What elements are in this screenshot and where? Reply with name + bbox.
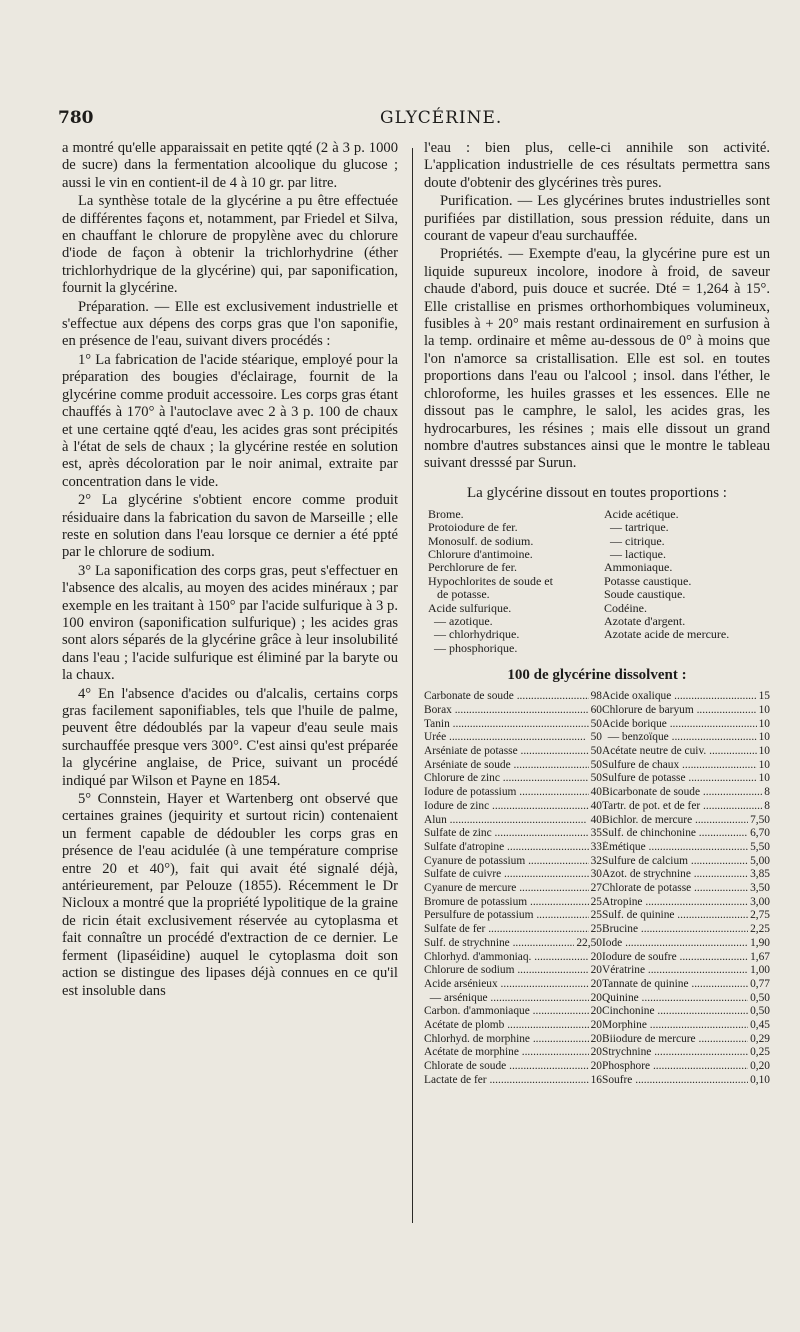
solvent-item: de potasse. xyxy=(428,588,490,602)
substance-name: Sulf. de chinchonine ..... xyxy=(602,827,748,841)
substance-name: Tanin ..... xyxy=(424,718,589,732)
paragraph: Propriétés. — Exempte d'eau, la glycérine pure est un liquide supureux incolore, inodore à froid, de saveur chaude d'abord, puis douce et sucrée. Dté = 1,264 à 15°. Elle cristallise en prismes orthorhombiques volumineux, fusibles à + 20° mais restant ordinairement en surfusion à la temp. ordinaire et même au-dessous de 0° à moins que l'on n'amorce sa cristallisation. Elle est sol. en toutes proportions dans l'eau ou l'alcool ; insol. dans l'éther, le chloroforme, les huiles grasses et les essences. Elle ne dissout pas le camphre, le salol, les acides gras, les hydrocarbures, les résines ; mais elle dissout un grand nombre d'autres substances ainsi que le montre le tableau suivant dresssé par Surun. xyxy=(424,246,770,472)
running-title: GLYCÉRINE. xyxy=(380,108,503,128)
substance-name: Acétate de morphine ..... xyxy=(424,1046,589,1060)
substance-name: Chlorate de potasse ..... xyxy=(602,882,748,896)
substance-name: Tannate de quinine ..... xyxy=(602,978,748,992)
solubility-value: 10 xyxy=(758,717,770,730)
table-row xyxy=(424,1005,602,1019)
solubility-table xyxy=(424,690,770,1087)
table-row xyxy=(424,937,602,951)
solubility-value: 10 xyxy=(758,758,770,771)
substance-name: Chlorure de baryum ..... xyxy=(602,704,757,718)
solvent-item: Acide acétique. xyxy=(604,507,679,521)
substance-name: Quinine ..... xyxy=(602,992,748,1006)
solubility-value: 40 xyxy=(590,799,602,812)
solubility-value: 10 xyxy=(758,731,770,744)
substance-name: Chlorhyd. de morphine ..... xyxy=(424,1033,589,1047)
substance-name: Acide borique ..... xyxy=(602,718,757,732)
table-row xyxy=(424,1074,602,1088)
table-row xyxy=(424,923,602,937)
solubility-value: 25 xyxy=(590,923,602,936)
solubility-value: 32 xyxy=(590,854,602,867)
table-row xyxy=(424,951,602,965)
solubility-value: 0,45 xyxy=(750,1019,770,1032)
solubility-value: 40 xyxy=(590,813,602,826)
substance-name: Bromure de potassium ..... xyxy=(424,896,589,910)
solvent-item: — tartrique. xyxy=(604,521,669,535)
table-row xyxy=(602,1019,770,1033)
solubility-value: 0,29 xyxy=(750,1032,770,1045)
table-row xyxy=(424,992,602,1006)
substance-name: Arséniate de soude ..... xyxy=(424,759,589,773)
right-paragraphs xyxy=(424,140,770,473)
solubility-value: 50 xyxy=(590,731,602,744)
substance-name: Sulfate de zinc ..... xyxy=(424,827,589,841)
solvent-item: Potasse caustique. xyxy=(604,574,692,588)
table-row xyxy=(602,800,770,814)
substance-name: Lactate de fer ..... xyxy=(424,1074,589,1088)
solvent-item: Soude caustique. xyxy=(604,588,686,602)
substance-name: Arséniate de potasse ..... xyxy=(424,745,589,759)
solubility-value: 0,50 xyxy=(750,1005,770,1018)
table-row xyxy=(424,909,602,923)
substance-name: Sulf. de quinine ..... xyxy=(602,909,748,923)
table-row xyxy=(424,814,602,828)
substance-name: Carbon. d'ammoniaque ..... xyxy=(424,1005,589,1019)
substance-name: Bichlor. de mercure ..... xyxy=(602,814,748,828)
column-divider xyxy=(412,148,413,1223)
solvents-list xyxy=(428,508,770,655)
table-row xyxy=(602,731,770,745)
substance-name: Biiodure de mercure ..... xyxy=(602,1033,748,1047)
solubility-value: 33 xyxy=(590,840,602,853)
solubility-value: 1,67 xyxy=(750,950,770,963)
table-row xyxy=(424,978,602,992)
solvent-item: — chlorhydrique. xyxy=(428,628,520,642)
substance-name: Persulfure de potassium ..... xyxy=(424,909,589,923)
substance-name: Sulfure de potasse ..... xyxy=(602,772,757,786)
solubility-value: 0,25 xyxy=(750,1046,770,1059)
table-row xyxy=(602,1046,770,1060)
solubility-value: 15 xyxy=(758,690,770,703)
substance-name: Chlorate de soude ..... xyxy=(424,1060,589,1074)
table-row xyxy=(424,800,602,814)
solubility-value: 8 xyxy=(764,799,770,812)
solubility-value: 20 xyxy=(590,964,602,977)
solvent-item: Protoiodure de fer. xyxy=(428,521,518,535)
solubility-value: 0,20 xyxy=(750,1060,770,1073)
solubility-value: 20 xyxy=(590,950,602,963)
table-row xyxy=(602,882,770,896)
solubility-value: 25 xyxy=(590,909,602,922)
solubility-value: 30 xyxy=(590,868,602,881)
solubility-value: 27 xyxy=(590,882,602,895)
substance-name: Cyanure de mercure ..... xyxy=(424,882,589,896)
substance-name: Chlorure de zinc ..... xyxy=(424,772,589,786)
solubility-value: 20 xyxy=(590,991,602,1004)
solubility-table-left xyxy=(424,690,602,1087)
solvent-item: Codéine. xyxy=(604,601,647,615)
paragraph: La synthèse totale de la glycérine a pu être effectuée de différentes façons et, notamment, par Friedel et Silva, en chauffant le chlorure de propylène avec du chlorure d'iode de façon à obtenir la trichlorhydrine (éther trichlorhydrique de la glycérine) qui, par saponification, fournit la glycérine. xyxy=(62,193,398,297)
solubility-value: 25 xyxy=(590,895,602,908)
solvent-item: — citrique. xyxy=(604,534,665,548)
substance-name: Chlorhyd. d'ammoniaq. ..... xyxy=(424,951,589,965)
page-number: 780 xyxy=(58,108,94,128)
table-row xyxy=(602,896,770,910)
solvents-list-right xyxy=(604,508,770,655)
solubility-value: 3,85 xyxy=(750,868,770,881)
substance-name: Alun ..... xyxy=(424,814,589,828)
table-row xyxy=(602,718,770,732)
substance-name: Sulfure de calcium ..... xyxy=(602,855,748,869)
solubility-value: 20 xyxy=(590,1046,602,1059)
dissolve-title: 100 de glycérine dissolvent : xyxy=(507,667,687,684)
solubility-value: 22,50 xyxy=(576,936,602,949)
substance-name: Morphine ..... xyxy=(602,1019,748,1033)
solubility-value: 10 xyxy=(758,772,770,785)
substance-name: Vératrine ..... xyxy=(602,964,748,978)
solvent-item: Monosulf. de sodium. xyxy=(428,534,534,548)
table-row xyxy=(602,690,770,704)
table-row xyxy=(424,731,602,745)
substance-name: Sulf. de strychnine ..... xyxy=(424,937,574,951)
solubility-value: 6,70 xyxy=(750,827,770,840)
table-row xyxy=(602,1060,770,1074)
table-row xyxy=(602,772,770,786)
solubility-value: 0,50 xyxy=(750,991,770,1004)
substance-name: Iodure de zinc ..... xyxy=(424,800,589,814)
table-row xyxy=(424,704,602,718)
table-row xyxy=(424,841,602,855)
substance-name: Sulfate d'atropine ..... xyxy=(424,841,589,855)
table-row xyxy=(424,964,602,978)
solubility-value: 0,77 xyxy=(750,977,770,990)
solvents-list-left xyxy=(428,508,594,655)
substance-name: Azot. de strychnine ..... xyxy=(602,868,748,882)
solubility-value: 20 xyxy=(590,1060,602,1073)
solubility-value: 35 xyxy=(590,827,602,840)
table-row xyxy=(424,1033,602,1047)
solvent-item: — phosphorique. xyxy=(428,641,518,655)
solvent-item: Azotate d'argent. xyxy=(604,614,686,628)
table-row xyxy=(602,814,770,828)
page-header xyxy=(58,108,758,134)
table-row xyxy=(424,745,602,759)
table-row xyxy=(602,868,770,882)
table-row xyxy=(424,1060,602,1074)
paragraph: 4° En l'absence d'acides ou d'alcalis, certains corps gras facilement saponifiables, tels que l'huile de palme, peuvent être dédoublés par la vapeur d'eau seule mais surchauffée presque vers 300°. C'est ainsi qu'est préparée la glycérine anglaise, de Price, suivant un procédé indiqué par Wilson et Payne en 1854. xyxy=(62,685,398,789)
substance-name: Iodure de potassium ..... xyxy=(424,786,589,800)
substance-name: Émétique ..... xyxy=(602,841,748,855)
substance-name: Acétate neutre de cuiv. ..... xyxy=(602,745,757,759)
substance-name: Cyanure de potassium ..... xyxy=(424,855,589,869)
solubility-value: 2,25 xyxy=(750,923,770,936)
paragraph: 3° La saponification des corps gras, peut s'effectuer en l'absence des alcalis, au moyen des acides minéraux ; par exemple en les traitant à 150° par l'acide sulfurique à 3 p. 100 environ (saponification sulfurique) ; les acides gras sont alors séparés de la glycérine grâce à leur insolubilité dans l'eau ; l'acide sulfurique est éliminé par la baryte ou la chaux. xyxy=(62,562,398,684)
solubility-value: 0,10 xyxy=(750,1073,770,1086)
solubility-value: 16 xyxy=(590,1073,602,1086)
solubility-value: 50 xyxy=(590,717,602,730)
solubility-value: 10 xyxy=(758,745,770,757)
table-row xyxy=(424,896,602,910)
substance-name: Sulfure de chaux ..... xyxy=(602,759,757,773)
left-column xyxy=(62,140,398,1001)
table-row xyxy=(602,759,770,773)
table-row xyxy=(424,786,602,800)
solvent-item: Acide sulfurique. xyxy=(428,601,512,615)
substance-name: Sulfate de fer ..... xyxy=(424,923,589,937)
table-row xyxy=(424,827,602,841)
solubility-value: 20 xyxy=(590,1032,602,1045)
solubility-value: 50 xyxy=(590,745,602,757)
table-row xyxy=(424,772,602,786)
substance-name: Brucine ..... xyxy=(602,923,748,937)
paragraph: a montré qu'elle apparaissait en petite qqté (2 à 3 p. 1000 de sucre) dans la fermentation alcoolique du glucose ; aussi le vin en contient-il de 4 à 10 gr. par litre. xyxy=(62,140,398,191)
table-row xyxy=(602,704,770,718)
solubility-value: 40 xyxy=(590,786,602,799)
substance-name: Iodure de soufre ..... xyxy=(602,951,748,965)
substance-name: Atropine ..... xyxy=(602,896,748,910)
substance-name: Borax ..... xyxy=(424,704,589,718)
table-row xyxy=(602,937,770,951)
solvent-item: — lactique. xyxy=(604,547,666,561)
table-row xyxy=(602,1033,770,1047)
table-row xyxy=(424,690,602,704)
paragraph: 2° La glycérine s'obtient encore comme produit résiduaire dans la fabrication du savon de Marseille ; elle reste en solution dans l'eau lorsque ce dernier a été ppté par le chlorure de sodium. xyxy=(62,492,398,561)
substance-name: Bicarbonate de soude ..... xyxy=(602,786,762,800)
table-row xyxy=(424,718,602,732)
substance-name: Acétate de plomb ..... xyxy=(424,1019,589,1033)
table-row xyxy=(602,855,770,869)
paragraph: l'eau : bien plus, celle-ci annihile son activité. L'application industrielle de ces résultats permettra sans doute d'obtenir des glycérines très pures. xyxy=(424,140,770,191)
solubility-value: 3,00 xyxy=(750,895,770,908)
table-row xyxy=(602,923,770,937)
substance-name: — arsénique ..... xyxy=(424,992,589,1006)
table-row xyxy=(602,1074,770,1088)
table-row xyxy=(602,827,770,841)
solvents-title: La glycérine dissout en toutes proportions : xyxy=(467,484,727,501)
substance-name: Cinchonine ..... xyxy=(602,1005,748,1019)
table-row xyxy=(424,868,602,882)
table-row xyxy=(424,882,602,896)
solvent-item: Chlorure d'antimoine. xyxy=(428,547,533,561)
solubility-value: 7,50 xyxy=(750,813,770,826)
table-row xyxy=(602,992,770,1006)
solubility-value: 50 xyxy=(590,772,602,785)
substance-name: Chlorure de sodium ..... xyxy=(424,964,589,978)
paragraph: 5° Connstein, Hayer et Wartenberg ont observé que certaines graines (jequirity et surtout ricin) contenaient un ferment capable de dédoubler les corps gras en présence de l'eau acidulée (à une température comprise entre 20 et 40°), fait qui avait été signalé déjà, antérieurement, par Pelouze (1855). Récemment le Dr Nicloux a montré que la propriété lypolitique de la graine de ricin était exclusivement réservée au cytoplasma et fait connaître un procédé d'extraction de ce dernier. Le ferment (lipaséidine) auquel le cytoplasma doit son action se distingue des lipases déjà connues en ce qu'il est insoluble dans xyxy=(62,791,398,999)
solubility-value: 20 xyxy=(590,1019,602,1032)
paragraph: 1° La fabrication de l'acide stéarique, employé pour la préparation des bougies d'éclairage, fournit de la glycérine comme produit accessoire. Les corps gras étant chauffés à 170° à l'autoclave avec 2 à 3 p. 100 de chaux et une certaine qqté d'eau, les acides gras sont précipités à l'état de sels de chaux ; la glycérine restée en solution est, après décoloration par le noir animal, extraite par concentration dans le vide. xyxy=(62,351,398,490)
table-row xyxy=(424,1046,602,1060)
table-row xyxy=(602,745,770,759)
table-row xyxy=(424,855,602,869)
solubility-value: 60 xyxy=(590,703,602,716)
solubility-value: 20 xyxy=(590,1005,602,1018)
substance-name: Tartr. de pot. et de fer ..... xyxy=(602,800,762,814)
table-row xyxy=(602,964,770,978)
substance-name: Urée ..... xyxy=(424,731,589,745)
solubility-value: 5,00 xyxy=(750,854,770,867)
substance-name: — benzoïque ..... xyxy=(602,731,757,745)
solubility-value: 1,90 xyxy=(750,936,770,949)
table-row xyxy=(602,1005,770,1019)
table-row xyxy=(602,978,770,992)
solubility-value: 98 xyxy=(590,690,602,703)
solvent-item: Ammoniaque. xyxy=(604,561,673,575)
substance-name: Phosphore ..... xyxy=(602,1060,748,1074)
substance-name: Strychnine ..... xyxy=(602,1046,748,1060)
table-row xyxy=(602,841,770,855)
table-row xyxy=(424,1019,602,1033)
solubility-table-right xyxy=(602,690,770,1087)
solubility-value: 10 xyxy=(758,703,770,716)
table-row xyxy=(424,759,602,773)
substance-name: Acide oxalique ..... xyxy=(602,690,757,704)
substance-name: Sulfate de cuivre ..... xyxy=(424,868,589,882)
right-column xyxy=(424,140,770,1088)
solubility-value: 5,50 xyxy=(750,840,770,853)
solubility-value: 1,00 xyxy=(750,964,770,977)
solvent-item: Brome. xyxy=(428,507,464,521)
substance-name: Soufre ..... xyxy=(602,1074,748,1088)
paragraph: Purification. — Les glycérines brutes industrielles sont purifiées par distillation, sous pression réduite, dans un courant de vapeur d'eau surchauffée. xyxy=(424,193,770,245)
substance-name: Iode ..... xyxy=(602,937,748,951)
solubility-value: 20 xyxy=(590,977,602,990)
solubility-value: 2,75 xyxy=(750,909,770,922)
substance-name: Carbonate de soude ..... xyxy=(424,690,589,704)
solubility-value: 8 xyxy=(764,786,770,799)
paragraph: Préparation. — Elle est exclusivement industrielle et s'effectue aux dépens des corps gras que l'on saponifie, en présence de l'eau, suivant divers procédés : xyxy=(62,298,398,350)
substance-name: Acide arsénieux ..... xyxy=(424,978,589,992)
solvent-item: Azotate acide de mercure. xyxy=(604,628,730,642)
solvent-item: Perchlorure de fer. xyxy=(428,561,517,575)
solubility-value: 3,50 xyxy=(750,882,770,895)
table-row xyxy=(602,786,770,800)
table-row xyxy=(602,951,770,965)
solubility-value: 50 xyxy=(590,758,602,771)
solvent-item: — azotique. xyxy=(428,614,493,628)
table-row xyxy=(602,909,770,923)
solvent-item: Hypochlorites de soude et xyxy=(428,574,553,588)
